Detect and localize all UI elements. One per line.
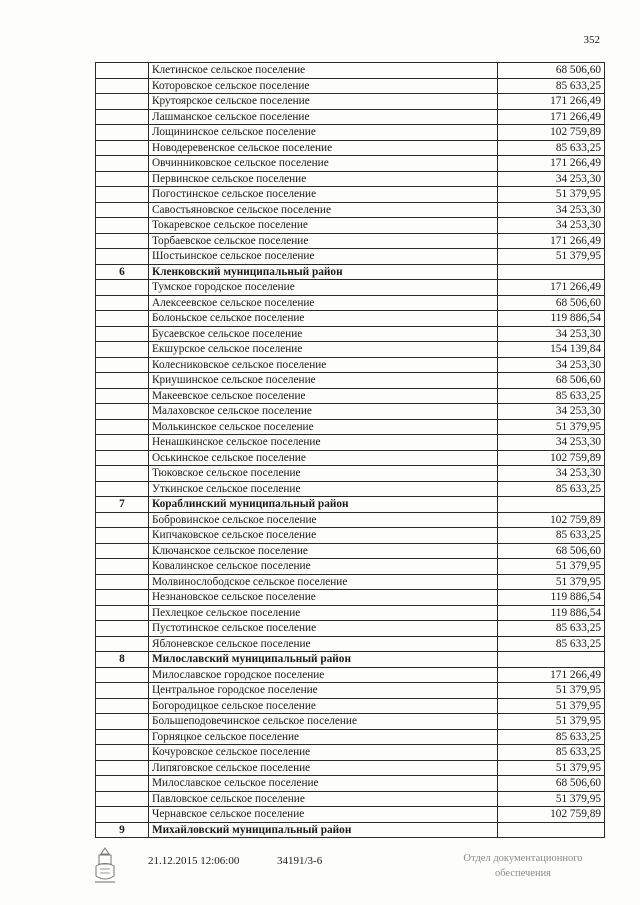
- settlement-name-cell: Молвинослободское сельское поселение: [149, 574, 498, 590]
- table-row: [96, 249, 605, 265]
- amount-cell: 119 886,54: [498, 311, 605, 327]
- row-number-cell: [96, 621, 149, 637]
- settlement-name-cell: Лашманское сельское поселение: [149, 109, 498, 125]
- settlement-name-cell: Шостьинское сельское поселение: [149, 249, 498, 265]
- table-row: [96, 63, 605, 79]
- amount-cell: 68 506,60: [498, 543, 605, 559]
- settlement-name-cell: Горняцкое сельское поселение: [149, 729, 498, 745]
- table-row: [96, 404, 605, 420]
- row-number-cell: [96, 311, 149, 327]
- settlement-name-cell: Кленковский муниципальный район: [149, 264, 498, 280]
- settlement-name-cell: Первинское сельское поселение: [149, 171, 498, 187]
- settlement-name-cell: Липяговское сельское поселение: [149, 760, 498, 776]
- amount-cell: 119 886,54: [498, 590, 605, 606]
- table-row: [96, 745, 605, 761]
- amount-cell: 85 633,25: [498, 745, 605, 761]
- row-number-cell: [96, 807, 149, 823]
- row-number-cell: [96, 512, 149, 528]
- settlement-name-cell: Милославское городское поселение: [149, 667, 498, 683]
- settlement-name-cell: Екшурское сельское поселение: [149, 342, 498, 358]
- settlement-name-cell: Бусаевское сельское поселение: [149, 326, 498, 342]
- row-number-cell: [96, 140, 149, 156]
- row-number-cell: 9: [96, 822, 149, 838]
- amount-cell: 34 253,30: [498, 202, 605, 218]
- settlement-name-cell: Милославский муниципальный район: [149, 652, 498, 668]
- amount-cell: 85 633,25: [498, 388, 605, 404]
- row-number-cell: [96, 683, 149, 699]
- settlement-name-cell: Кипчаковское сельское поселение: [149, 528, 498, 544]
- row-number-cell: [96, 326, 149, 342]
- settlement-name-cell: Павловское сельское поселение: [149, 791, 498, 807]
- district-row: [96, 497, 605, 513]
- table-row: [96, 698, 605, 714]
- amount-cell: 171 266,49: [498, 94, 605, 110]
- amount-cell: 171 266,49: [498, 156, 605, 172]
- amount-cell: 171 266,49: [498, 667, 605, 683]
- row-number-cell: [96, 559, 149, 575]
- row-number-cell: [96, 590, 149, 606]
- table-row: [96, 760, 605, 776]
- amount-cell: 85 633,25: [498, 481, 605, 497]
- amount-cell: 34 253,30: [498, 357, 605, 373]
- table-row: [96, 280, 605, 296]
- table-row: [96, 125, 605, 141]
- amount-cell: 119 886,54: [498, 605, 605, 621]
- settlement-name-cell: Клетинское сельское поселение: [149, 63, 498, 79]
- amount-cell: 51 379,95: [498, 683, 605, 699]
- table-row: [96, 512, 605, 528]
- row-number-cell: [96, 218, 149, 234]
- footer-date: 21.12.2015 12:06:00: [148, 855, 240, 867]
- row-number-cell: [96, 450, 149, 466]
- table-row: [96, 357, 605, 373]
- table-row: [96, 419, 605, 435]
- amount-cell: 68 506,60: [498, 63, 605, 79]
- settlement-name-cell: Малаховское сельское поселение: [149, 404, 498, 420]
- settlement-name-cell: Центральное городское поселение: [149, 683, 498, 699]
- settlement-name-cell: Савостьяновское сельское поселение: [149, 202, 498, 218]
- settlement-name-cell: Уткинское сельское поселение: [149, 481, 498, 497]
- settlement-name-cell: Болоньское сельское поселение: [149, 311, 498, 327]
- table-row: [96, 559, 605, 575]
- settlement-name-cell: Криушинское сельское поселение: [149, 373, 498, 389]
- settlement-name-cell: Кочуровское сельское поселение: [149, 745, 498, 761]
- row-number-cell: [96, 714, 149, 730]
- row-number-cell: 7: [96, 497, 149, 513]
- row-number-cell: [96, 636, 149, 652]
- amount-cell: 68 506,60: [498, 295, 605, 311]
- settlement-name-cell: Пустотинское сельское поселение: [149, 621, 498, 637]
- settlement-name-cell: Которовское сельское поселение: [149, 78, 498, 94]
- settlement-name-cell: Крутоярское сельское поселение: [149, 94, 498, 110]
- amount-cell: [498, 264, 605, 280]
- row-number-cell: [96, 63, 149, 79]
- footer-department: [448, 851, 598, 881]
- settlement-name-cell: Макеевское сельское поселение: [149, 388, 498, 404]
- table-row: [96, 605, 605, 621]
- amount-cell: 85 633,25: [498, 636, 605, 652]
- table-row: [96, 78, 605, 94]
- settlement-name-cell: Оськинское сельское поселение: [149, 450, 498, 466]
- settlement-name-cell: Новодеревенское сельское поселение: [149, 140, 498, 156]
- footer-department-line1: Отдел документационного: [463, 853, 583, 864]
- row-number-cell: [96, 745, 149, 761]
- settlement-name-cell: Яблоневское сельское поселение: [149, 636, 498, 652]
- amount-cell: 154 139,84: [498, 342, 605, 358]
- table-row: [96, 729, 605, 745]
- table-row: [96, 388, 605, 404]
- row-number-cell: [96, 388, 149, 404]
- amount-cell: [498, 497, 605, 513]
- table-row: [96, 683, 605, 699]
- amount-cell: 51 379,95: [498, 249, 605, 265]
- amount-cell: 51 379,95: [498, 574, 605, 590]
- settlement-name-cell: Михайловский муниципальный район: [149, 822, 498, 838]
- row-number-cell: [96, 295, 149, 311]
- row-number-cell: [96, 78, 149, 94]
- table-row: [96, 342, 605, 358]
- settlement-name-cell: Погостинское сельское поселение: [149, 187, 498, 203]
- row-number-cell: [96, 481, 149, 497]
- row-number-cell: [96, 760, 149, 776]
- district-row: [96, 264, 605, 280]
- amount-cell: 102 759,89: [498, 807, 605, 823]
- table-row: [96, 636, 605, 652]
- amount-cell: 102 759,89: [498, 512, 605, 528]
- row-number-cell: [96, 202, 149, 218]
- settlement-name-cell: Милославское сельское поселение: [149, 776, 498, 792]
- row-number-cell: [96, 233, 149, 249]
- table-row: [96, 807, 605, 823]
- row-number-cell: [96, 605, 149, 621]
- settlement-name-cell: Токаревское сельское поселение: [149, 218, 498, 234]
- table-row: [96, 450, 605, 466]
- row-number-cell: [96, 574, 149, 590]
- amount-cell: [498, 652, 605, 668]
- row-number-cell: [96, 791, 149, 807]
- footer-document-code: 34191/3-6: [277, 855, 323, 867]
- row-number-cell: [96, 419, 149, 435]
- row-number-cell: [96, 466, 149, 482]
- table-row: [96, 218, 605, 234]
- footer-department-line2: обеспечения: [494, 868, 552, 879]
- table-row: [96, 94, 605, 110]
- row-number-cell: [96, 357, 149, 373]
- amount-cell: 34 253,30: [498, 466, 605, 482]
- row-number-cell: [96, 776, 149, 792]
- settlement-name-cell: Пехлецкое сельское поселение: [149, 605, 498, 621]
- table-row: [96, 326, 605, 342]
- amount-cell: 34 253,30: [498, 404, 605, 420]
- table-row: [96, 481, 605, 497]
- settlement-name-cell: Ключанское сельское поселение: [149, 543, 498, 559]
- amount-cell: 171 266,49: [498, 109, 605, 125]
- table-row: [96, 109, 605, 125]
- amount-cell: 51 379,95: [498, 760, 605, 776]
- row-number-cell: [96, 528, 149, 544]
- settlement-name-cell: Ненашкинское сельское поселение: [149, 435, 498, 451]
- settlement-name-cell: Богородицкое сельское поселение: [149, 698, 498, 714]
- table-row: [96, 311, 605, 327]
- settlement-name-cell: Чернавское сельское поселение: [149, 807, 498, 823]
- settlement-name-cell: Колесниковское сельское поселение: [149, 357, 498, 373]
- table-row: [96, 373, 605, 389]
- row-number-cell: [96, 94, 149, 110]
- amount-cell: 85 633,25: [498, 140, 605, 156]
- table-row: [96, 590, 605, 606]
- amount-cell: 51 379,95: [498, 791, 605, 807]
- amount-cell: 68 506,60: [498, 373, 605, 389]
- settlement-name-cell: Ковалинское сельское поселение: [149, 559, 498, 575]
- table-row: [96, 202, 605, 218]
- district-row: [96, 822, 605, 838]
- amount-cell: 171 266,49: [498, 280, 605, 296]
- table-row: [96, 435, 605, 451]
- row-number-cell: [96, 249, 149, 265]
- amount-cell: 51 379,95: [498, 419, 605, 435]
- settlement-name-cell: Лощининское сельское поселение: [149, 125, 498, 141]
- amount-cell: 51 379,95: [498, 714, 605, 730]
- amount-cell: 34 253,30: [498, 435, 605, 451]
- amount-cell: 51 379,95: [498, 698, 605, 714]
- row-number-cell: [96, 729, 149, 745]
- district-row: [96, 652, 605, 668]
- amount-cell: 171 266,49: [498, 233, 605, 249]
- settlement-name-cell: Тумское городское поселение: [149, 280, 498, 296]
- table-row: [96, 543, 605, 559]
- table-row: [96, 295, 605, 311]
- row-number-cell: [96, 125, 149, 141]
- row-number-cell: [96, 373, 149, 389]
- table-row: [96, 528, 605, 544]
- settlement-name-cell: Большеподовечинское сельское поселение: [149, 714, 498, 730]
- table-row: [96, 466, 605, 482]
- row-number-cell: [96, 109, 149, 125]
- row-number-cell: [96, 404, 149, 420]
- row-number-cell: [96, 435, 149, 451]
- settlement-name-cell: Незнановское сельское поселение: [149, 590, 498, 606]
- row-number-cell: [96, 156, 149, 172]
- row-number-cell: [96, 280, 149, 296]
- settlement-name-cell: Алексеевское сельское поселение: [149, 295, 498, 311]
- amount-cell: 85 633,25: [498, 729, 605, 745]
- table-row: [96, 776, 605, 792]
- table-row: [96, 140, 605, 156]
- row-number-cell: 6: [96, 264, 149, 280]
- table-row: [96, 156, 605, 172]
- table-row: [96, 714, 605, 730]
- table-row: [96, 621, 605, 637]
- row-number-cell: [96, 698, 149, 714]
- amount-cell: 51 379,95: [498, 559, 605, 575]
- amount-cell: [498, 822, 605, 838]
- allocation-table: [95, 62, 605, 838]
- row-number-cell: 8: [96, 652, 149, 668]
- table-row: [96, 233, 605, 249]
- amount-cell: 85 633,25: [498, 528, 605, 544]
- settlement-name-cell: Торбаевское сельское поселение: [149, 233, 498, 249]
- amount-cell: 51 379,95: [498, 187, 605, 203]
- row-number-cell: [96, 187, 149, 203]
- amount-cell: 68 506,60: [498, 776, 605, 792]
- amount-cell: 34 253,30: [498, 218, 605, 234]
- row-number-cell: [96, 342, 149, 358]
- settlement-name-cell: Тюковское сельское поселение: [149, 466, 498, 482]
- settlement-name-cell: Молькинское сельское поселение: [149, 419, 498, 435]
- amount-cell: 34 253,30: [498, 326, 605, 342]
- amount-cell: 85 633,25: [498, 621, 605, 637]
- row-number-cell: [96, 171, 149, 187]
- emblem-stamp-icon: [92, 846, 118, 886]
- table-row: [96, 667, 605, 683]
- amount-cell: 102 759,89: [498, 450, 605, 466]
- page-number: 352: [583, 34, 600, 46]
- row-number-cell: [96, 667, 149, 683]
- settlement-name-cell: Бобровинское сельское поселение: [149, 512, 498, 528]
- table-row: [96, 171, 605, 187]
- settlement-name-cell: Кораблинский муниципальный район: [149, 497, 498, 513]
- amount-cell: 34 253,30: [498, 171, 605, 187]
- amount-cell: 102 759,89: [498, 125, 605, 141]
- amount-cell: 85 633,25: [498, 78, 605, 94]
- table-row: [96, 187, 605, 203]
- row-number-cell: [96, 543, 149, 559]
- table-body: [96, 63, 605, 838]
- table-row: [96, 791, 605, 807]
- settlement-name-cell: Овчинниковское сельское поселение: [149, 156, 498, 172]
- table-row: [96, 574, 605, 590]
